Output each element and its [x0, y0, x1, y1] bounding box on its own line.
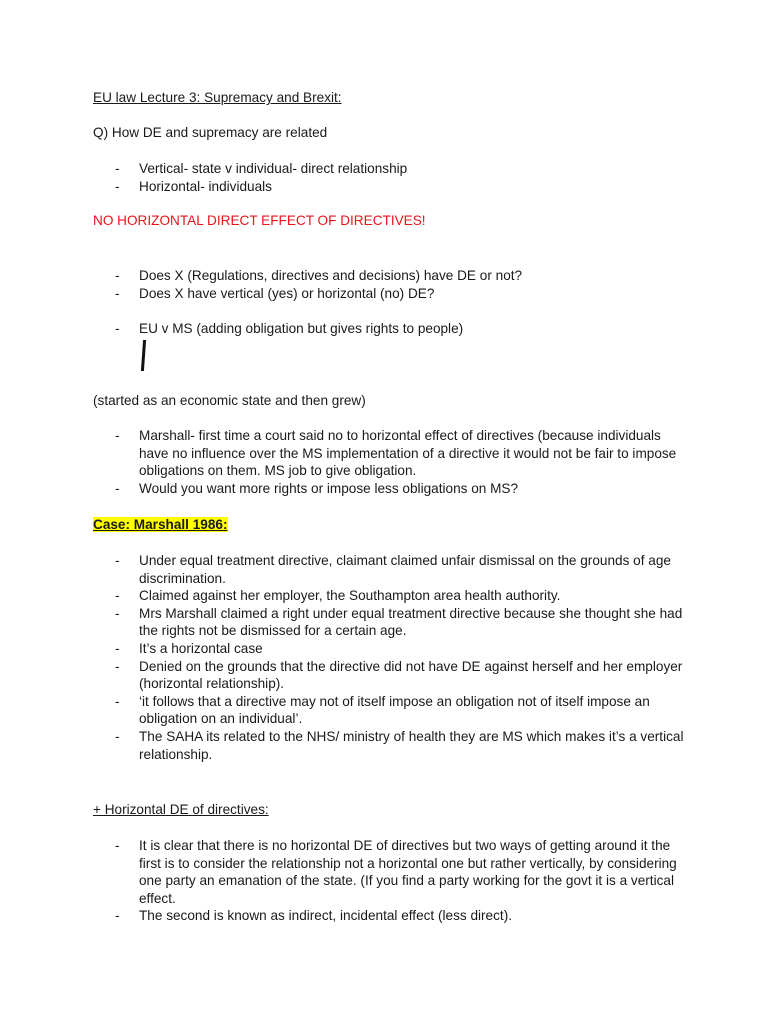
bullet-dash: - — [115, 161, 120, 176]
marshall-list — [0, 427, 768, 497]
list-item: - The second is known as indirect, incidental effect (less direct). — [115, 908, 512, 924]
bullet-dash: - — [115, 285, 120, 301]
list-item: - Denied on the grounds that the directive did not have DE against herself and her employer (horizontal relationship). — [115, 658, 683, 692]
list-item: - Marshall- first time a court said no to horizontal effect of directives (because individuals have no influence over the MS implementation of a directive it would not be fair to impose obligations on them. MS job to give obligation. — [115, 428, 677, 479]
case-list — [0, 552, 768, 763]
document-title: EU law Lecture 3: Supremacy and Brexit: — [93, 90, 342, 105]
bullet-dash: - — [115, 321, 120, 336]
bullet-dash: - — [115, 480, 120, 496]
list-item: - Under equal treatment directive, claimant claimed unfair dismissal on the grounds of age discrimination. — [115, 553, 671, 586]
list-item: - Does X (Regulations, directives and decisions) have DE or not? — [115, 268, 523, 283]
question-line: Q) How DE and supremacy are related — [93, 125, 328, 140]
bullet-dash: - — [115, 838, 120, 853]
list-item: - The SAHA its related to the NHS/ ministry of health they are MS which makes it’s a vertical relationship. — [115, 728, 684, 762]
questions-list — [0, 267, 768, 302]
bullet-dash: - — [115, 553, 120, 568]
warning-line: NO HORIZONTAL DIRECT EFFECT OF DIRECTIVES! — [93, 213, 426, 228]
horizontal-list — [0, 837, 768, 925]
list-item: - It is clear that there is no horizontal DE of directives but two ways of getting around it the first is to consider the relationship not a horizontal one but rather vertically, by considering one party an emanation of the state. (If you find a party working for the govt it is a vertical effect. — [115, 838, 677, 906]
bullet-dash: - — [115, 693, 120, 709]
started-note: (started as an economic state and then grew) — [93, 393, 366, 408]
bullet-dash: - — [115, 178, 120, 194]
horizontal-heading: + Horizontal DE of directives: — [93, 802, 269, 817]
bullet-dash: - — [115, 588, 120, 604]
bullet-dash: - — [115, 268, 120, 283]
text-cursor-mark — [141, 340, 146, 371]
bullet-dash: - — [115, 640, 120, 656]
list-item: - Vertical- state v individual- direct relationship — [115, 161, 408, 176]
list-item: - Claimed against her employer, the Southampton area health authority. — [115, 588, 561, 604]
list-item: - Would you want more rights or impose less obligations on MS? — [115, 480, 519, 496]
bullet-dash: - — [115, 605, 120, 621]
list-item: - ‘it follows that a directive may not of itself impose an obligation not of itself impose an obligation on an individual’. — [115, 693, 650, 727]
list-item: - It’s a horizontal case — [115, 640, 263, 656]
list-item: - Mrs Marshall claimed a right under equal treatment directive because she thought she had the rights not be dismissed for a certain age. — [115, 605, 683, 639]
bullet-dash: - — [115, 908, 120, 924]
bullet-dash: - — [115, 658, 120, 674]
list-item: - Does X have vertical (yes) or horizontal (no) DE? — [115, 285, 435, 301]
relations-list — [0, 160, 768, 195]
bullet-dash: - — [115, 728, 120, 744]
list-item: - Horizontal- individuals — [115, 178, 272, 194]
eu-ms-list — [0, 320, 768, 338]
bullet-dash: - — [115, 428, 120, 443]
case-heading: Case: Marshall 1986: — [93, 517, 228, 532]
list-item: - EU v MS (adding obligation but gives rights to people) — [115, 321, 464, 336]
